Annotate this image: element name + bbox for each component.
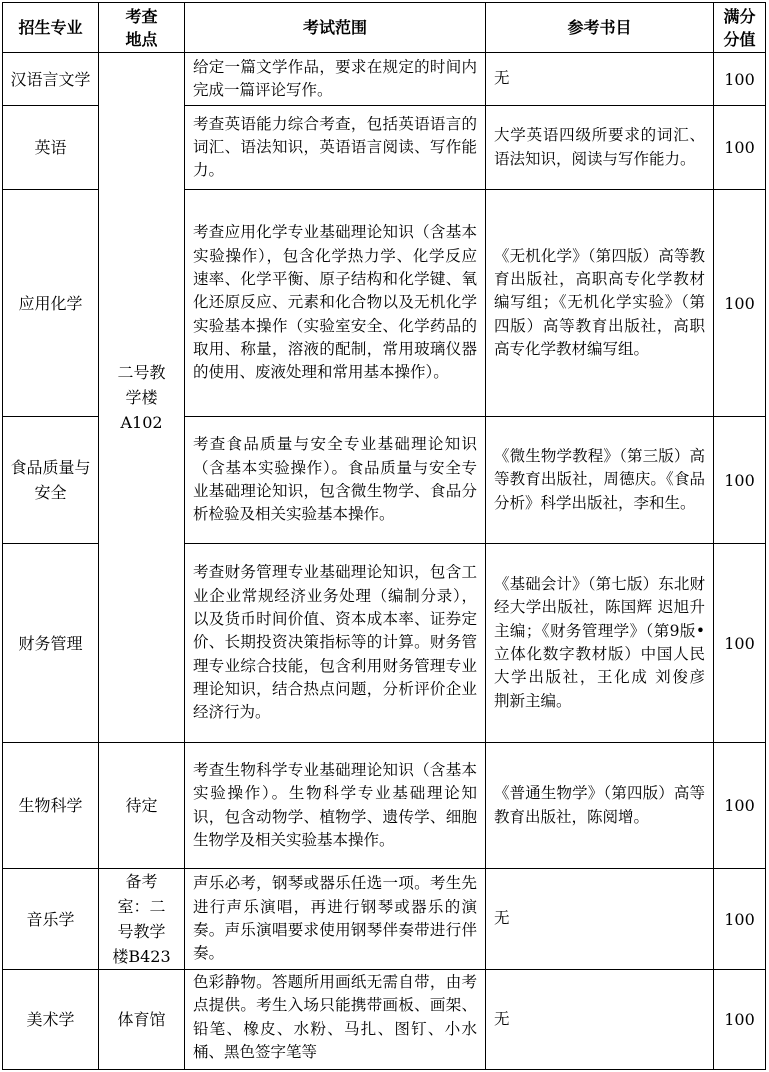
header-scope: 考试范围 <box>185 3 486 53</box>
scope-cell: 考查英语能力综合考查，包括英语语言的词汇、语法知识，英语语言阅读、写作能力。 <box>185 106 486 190</box>
scope-cell: 考查财务管理专业基础理论知识，包含工业企业常规经济业务处理（编制分录），以及货币时间价值、资本成本率、证券定价、长期投资决策指标等的计算。财务管理专业综合技能，包含利用财务管理专业理论知识，结合热点问题，分析评价企业经济行为。 <box>185 544 486 743</box>
books-cell: 无 <box>486 53 714 106</box>
books-cell: 《基础会计》（第七版）东北财经大学出版社，陈国辉 迟旭升主编；《财务管理学》（第9版•立体化数字教材版）中国人民大学出版社，王化成 刘俊彦 荆新主编。 <box>486 544 714 743</box>
score-cell: 100 <box>714 106 766 190</box>
books-cell: 《微生物学教程》（第三版）高等教育出版社，周德庆。《食品分析》科学出版社，李和生。 <box>486 417 714 544</box>
score-cell: 100 <box>714 743 766 869</box>
table-row <box>3 743 766 869</box>
major-cell: 美术学 <box>3 970 99 1070</box>
score-cell: 100 <box>714 417 766 544</box>
major-cell: 生物科学 <box>3 743 99 869</box>
scope-cell: 给定一篇文学作品，要求在规定的时间内完成一篇评论写作。 <box>185 53 486 106</box>
major-cell: 音乐学 <box>3 869 99 970</box>
score-cell: 100 <box>714 970 766 1070</box>
table-row <box>3 869 766 970</box>
table-row <box>3 53 766 106</box>
books-cell: 《普通生物学》（第四版）高等教育出版社，陈阅增。 <box>486 743 714 869</box>
location-cell: 待定 <box>99 743 185 869</box>
score-cell: 100 <box>714 53 766 106</box>
major-cell: 英语 <box>3 106 99 190</box>
scope-cell: 色彩静物。答题所用画纸无需自带，由考点提供。考生入场只能携带画板、画架、铅笔、橡皮、水粉、马扎、图钉、小水桶、黑色签字笔等 <box>185 970 486 1070</box>
header-major: 招生专业 <box>3 3 99 53</box>
major-cell: 食品质量与安全 <box>3 417 99 544</box>
books-cell: 大学英语四级所要求的词汇、语法知识，阅读与写作能力。 <box>486 106 714 190</box>
scope-cell: 考查食品质量与安全专业基础理论知识（含基本实验操作）。食品质量与安全专业基础理论知识，包含微生物学、食品分析检验及相关实验基本操作。 <box>185 417 486 544</box>
header-books: 参考书目 <box>486 3 714 53</box>
location-cell: 体育馆 <box>99 970 185 1070</box>
table-row <box>3 970 766 1070</box>
scope-cell: 考查生物科学专业基础理论知识（含基本实验操作）。生物科学专业基础理论知识，包含动物学、植物学、遗传学、细胞生物学及相关实验基本操作。 <box>185 743 486 869</box>
books-cell: 《无机化学》（第四版）高等教育出版社，高职高专化学教材编写组；《无机化学实验》（第四版）高等教育出版社，高职高专化学教材编写组。 <box>486 190 714 417</box>
location-cell: 备考室：二号教学楼B423 <box>99 869 185 970</box>
books-cell: 无 <box>486 869 714 970</box>
scope-cell: 考查应用化学专业基础理论知识（含基本实验操作），包含化学热力学、化学反应速率、化学平衡、原子结构和化学键、氧化还原反应、元素和化合物以及无机化学实验基本操作（实验室安全、化学药品的取用、称量，溶液的配制，常用玻璃仪器的使用、废液处理和常用基本操作）。 <box>185 190 486 417</box>
exam-table <box>2 2 766 1070</box>
major-cell: 财务管理 <box>3 544 99 743</box>
scope-cell: 声乐必考，钢琴或器乐任选一项。考生先进行声乐演唱，再进行钢琴或器乐的演奏。声乐演唱要求使用钢琴伴奏带进行伴奏。 <box>185 869 486 970</box>
header-row <box>3 3 766 53</box>
location-cell-merged: 二号教学楼A102 <box>99 53 185 743</box>
major-cell: 汉语言文学 <box>3 53 99 106</box>
score-cell: 100 <box>714 544 766 743</box>
header-score: 满分 分值 <box>714 3 766 53</box>
header-location: 考查 地点 <box>99 3 185 53</box>
score-cell: 100 <box>714 190 766 417</box>
score-cell: 100 <box>714 869 766 970</box>
major-cell: 应用化学 <box>3 190 99 417</box>
books-cell: 无 <box>486 970 714 1070</box>
